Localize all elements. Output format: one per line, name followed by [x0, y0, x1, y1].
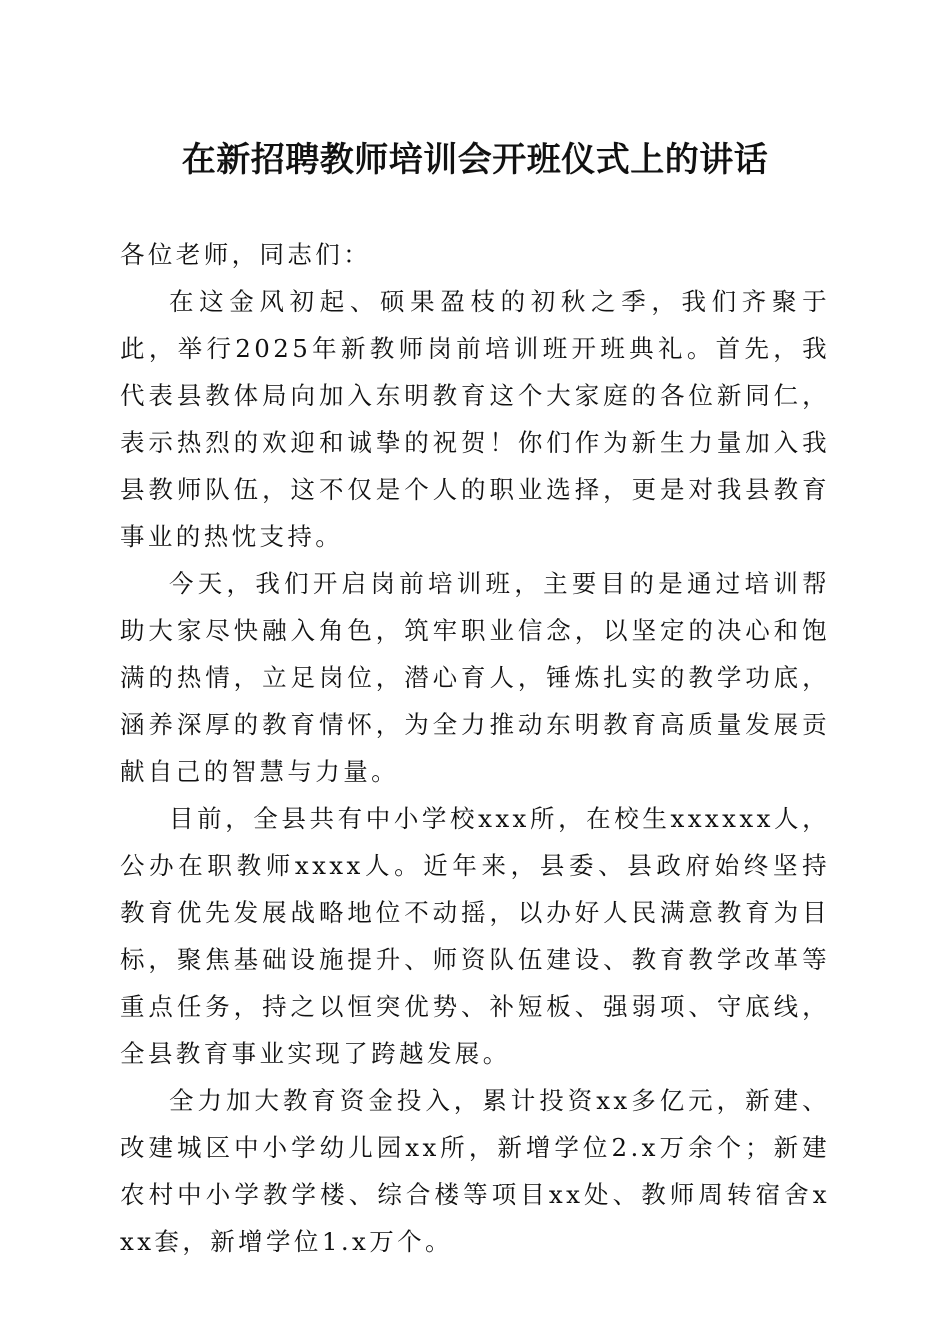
salutation: 各位老师，同志们： [120, 240, 372, 269]
paragraph-training-purpose: 今天，我们开启岗前培训班，主要目的是通过培训帮助大家尽快融入角色，筑牢职业信念，以坚定的决心和饱满的热情，立足岗位，潜心育人，锤炼扎实的教学功底，涵养深厚的教育情怀，为全力推动东明教育高质量发展贡献自己的智慧与力量。 [120, 569, 830, 786]
document-title: 在新招聘教师培训会开班仪式上的讲话 [181, 140, 769, 180]
paragraph-welcome: 在这金风初起、硕果盈枝的初秋之季，我们齐聚于此，举行2025年新教师岗前培训班开班典礼。首先，我代表县教体局向加入东明教育这个大家庭的各位新同仁，表示热烈的欢迎和诚挚的祝贺！你们作为新生力量加入我县教师队伍，这不仅是个人的职业选择，更是对我县教育事业的热忱支持。 [120, 287, 830, 551]
paragraph-county-overview: 目前，全县共有中小学校xxx所，在校生xxxxxx人，公办在职教师xxxx人。近年来，县委、县政府始终坚持教育优先发展战略地位不动摇，以办好人民满意教育为目标，聚焦基础设施提升、师资队伍建设、教育教学改革等重点任务，持之以恒突优势、补短板、强弱项、守底线，全县教育事业实现了跨越发展。 [120, 804, 830, 1068]
paragraph-investment: 全力加大教育资金投入，累计投资xx多亿元，新建、改建城区中小学幼儿园xx所，新增学位2.x万余个；新建农村中小学教学楼、综合楼等项目xx处、教师周转宿舍xxx套，新增学位1.x万个。 [120, 1086, 830, 1256]
document-body [120, 231, 830, 1265]
